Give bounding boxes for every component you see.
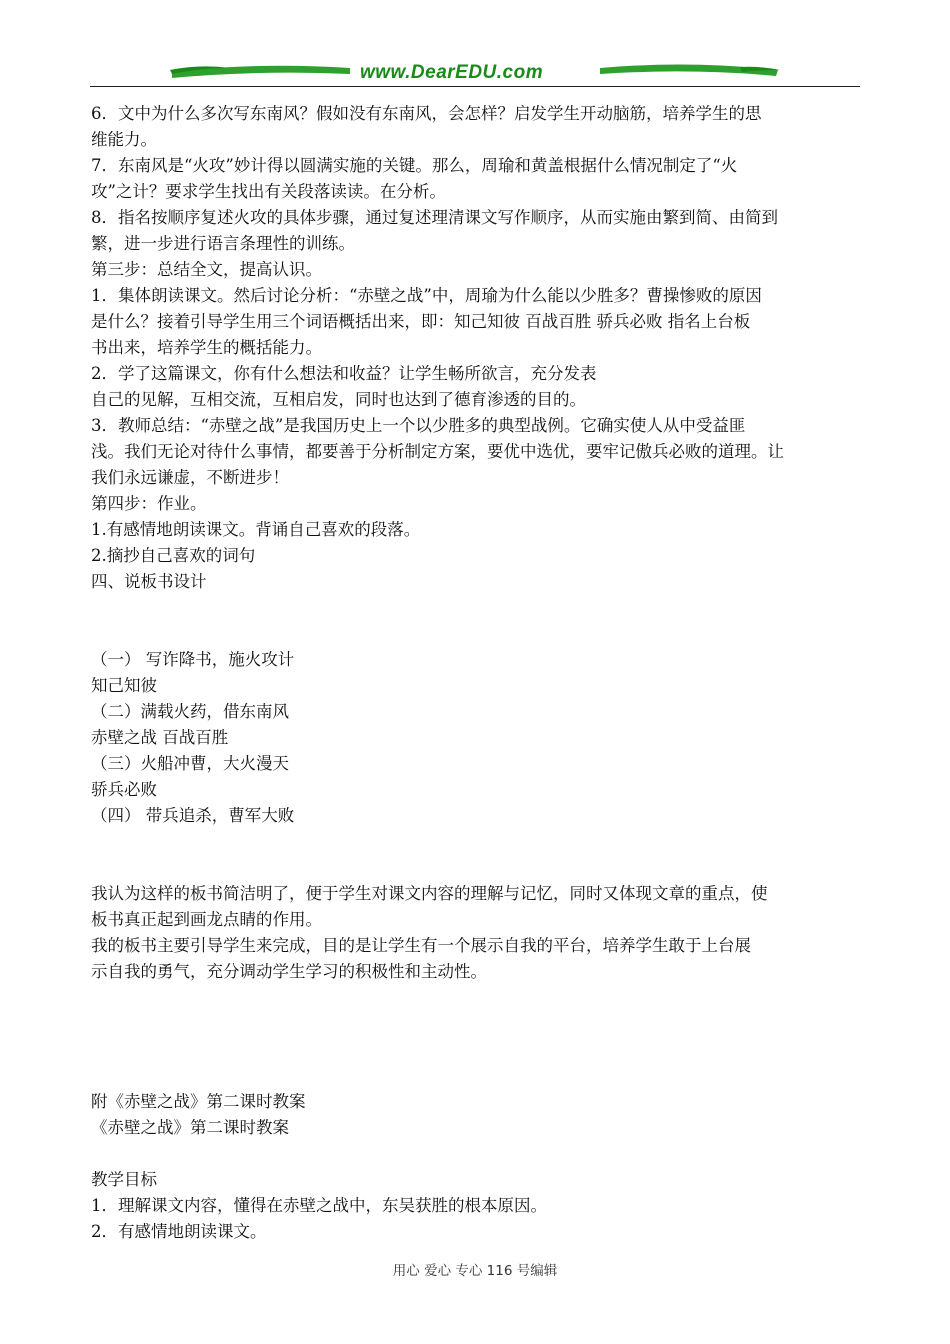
section-heading: 第四步：作业。 [91, 494, 207, 513]
text-line: 7．东南风是“火攻”妙计得以圆满实施的关键。那么，周瑜和黄盖根据什么情况制定了“火 [91, 156, 738, 175]
text-line: 浅。我们无论对待什么事情，都要善于分析制定方案，要优中选优，要牢记傲兵必败的道理。让 [91, 442, 784, 461]
board-line: 赤壁之战 百战百胜 [91, 728, 229, 747]
text-line: 1．集体朗读课文。然后讨论分析：“赤壁之战”中，周瑜为什么能以少胜多？曹操惨败的原因 [91, 286, 762, 305]
text-line: 书出来，培养学生的概括能力。 [91, 338, 322, 357]
appendix-title: 附《赤壁之战》第二课时教案 [91, 1092, 306, 1111]
text-line: 8．指名按顺序复述火攻的具体步骤，通过复述理清课文写作顺序，从而实施由繁到简、由简到 [91, 208, 778, 227]
text-line: 板书真正起到画龙点睛的作用。 [91, 910, 322, 929]
board-design [91, 647, 861, 829]
header-divider [90, 86, 860, 87]
text-line: 6．文中为什么多次写东南风？假如没有东南风，会怎样？启发学生开动脑筋，培养学生的思 [91, 104, 762, 123]
text-line: 1.有感情地朗读课文。背诵自己喜欢的段落。 [91, 520, 421, 539]
board-line: （三）火船冲曹，大火漫天 [91, 754, 289, 773]
section-heading: 四、说板书设计 [91, 572, 207, 591]
board-line: （二）满载火药，借东南风 [91, 702, 289, 721]
board-line: 骄兵必败 [91, 780, 157, 799]
text-line: 自己的见解，互相交流，互相启发，同时也达到了德育渗透的目的。 [91, 390, 586, 409]
text-line: 我认为这样的板书简洁明了，便于学生对课文内容的理解与记忆，同时又体现文章的重点，使 [91, 884, 768, 903]
text-line: 是什么？接着引导学生用三个词语概括出来，即：知己知彼 百战百胜 骄兵必败 指名上台板 [91, 312, 751, 331]
text-line: 我们永远谦虚，不断进步！ [91, 468, 289, 487]
text-line: 攻”之计？要求学生找出有关段落读读。在分析。 [91, 182, 446, 201]
section-heading: 第三步：总结全文，提高认识。 [91, 260, 322, 279]
text-line: 繁，进一步进行语言条理性的训练。 [91, 234, 355, 253]
page-footer: 用心 爱心 专心 116 号编辑 [392, 1263, 558, 1279]
lesson-plan-title: 《赤壁之战》第二课时教案 [91, 1118, 289, 1137]
board-line: 知己知彼 [91, 676, 157, 695]
goals-heading: 教学目标 [91, 1170, 157, 1189]
board-line: （一） 写诈降书，施火攻计 [91, 650, 295, 669]
board-line: （四） 带兵追杀，曹军大败 [91, 806, 295, 825]
goal-item: 2．有感情地朗读课文。 [91, 1222, 267, 1241]
text-line: 我的板书主要引导学生来完成，目的是让学生有一个展示自我的平台，培养学生敢于上台展 [91, 936, 751, 955]
goal-item: 1．理解课文内容，懂得在赤壁之战中，东吴获胜的根本原因。 [91, 1196, 547, 1215]
text-line: 维能力。 [91, 130, 157, 149]
text-line: 2．学了这篇课文，你有什么想法和收益？让学生畅所欲言，充分发表 [91, 364, 597, 383]
text-line: 示自我的勇气，充分调动学生学习的积极性和主动性。 [91, 962, 487, 981]
site-logo-text: www.DearEDU.com [360, 62, 544, 83]
document-body [91, 101, 861, 1245]
text-line: 2.摘抄自己喜欢的词句 [91, 546, 256, 565]
text-line: 3．教师总结：“赤壁之战”是我国历史上一个以少胜多的典型战例。它确实使人从中受益匪 [91, 416, 746, 435]
